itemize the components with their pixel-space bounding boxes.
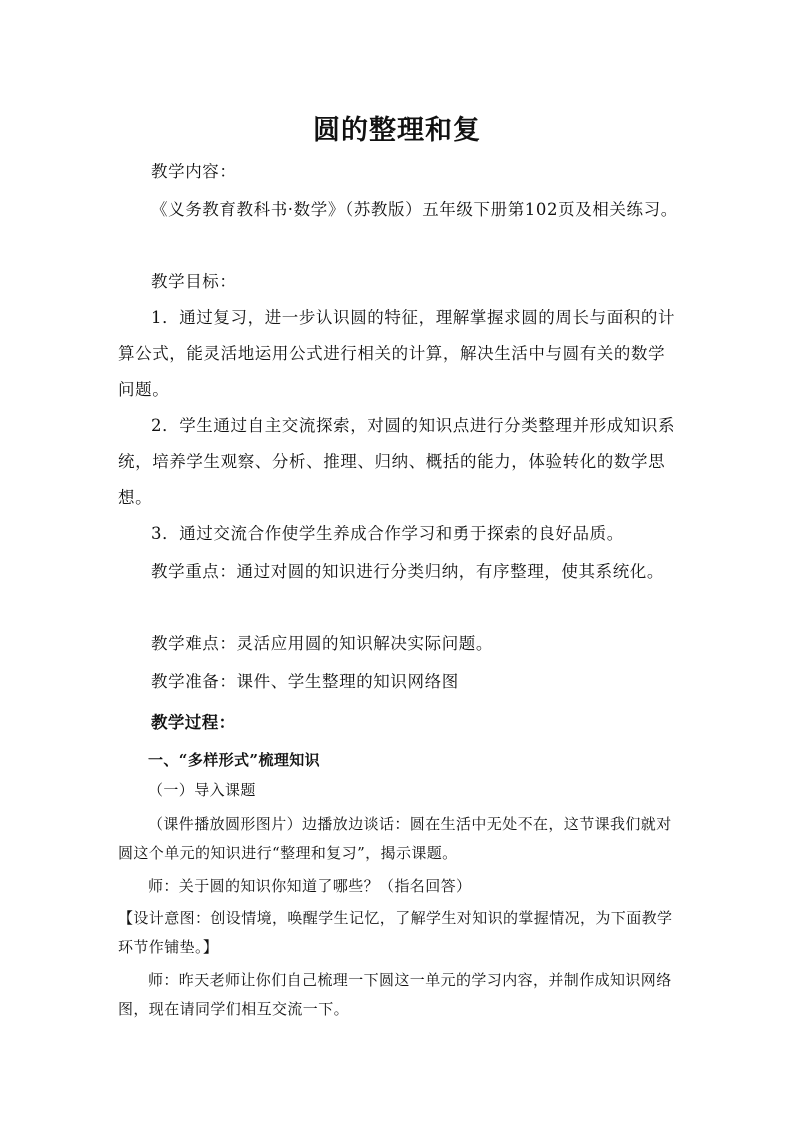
paragraph-teaching-goals-heading: 教学目标： xyxy=(151,272,237,291)
paragraph-teaching-content-heading: 教学内容： xyxy=(151,162,237,181)
section-heading-part-one: 一、“多样形式”梳理知识 xyxy=(148,751,321,769)
paragraph-design-intent: 【设计意图：创设情境，唤醒学生记忆，了解学生对知识的掌握情况，为下面教学环节作铺垫。】 xyxy=(118,909,673,956)
paragraph-teacher-question: 师：关于圆的知识你知道了哪些？（指名回答） xyxy=(148,877,472,895)
document-title: 圆的整理和复 xyxy=(313,115,481,146)
paragraph-difficulty: 教学难点：灵活应用圆的知识解决实际问题。 xyxy=(151,634,493,653)
paragraph-courseware-intro: （课件播放圆形图片）边播放边谈话：圆在生活中无处不在，这节课我们就对圆这个单元的知识进行“整理和复习”，揭示课题。 xyxy=(118,815,672,862)
subsection-heading-introduction: （一）导入课题 xyxy=(148,781,256,799)
paragraph-key-point: 教学重点：通过对圆的知识进行分类归纳，有序整理，使其系统化。 xyxy=(151,562,664,581)
paragraph-knowledge-network: 师：昨天老师让你们自己梳理一下圆这一单元的学习内容，并制作成知识网络图，现在请同学们相互交流一下。 xyxy=(118,971,672,1018)
paragraph-textbook-reference: 《义务教育教科书·数学》（苏教版）五年级下册第102页及相关练习。 xyxy=(151,200,678,219)
section-heading-teaching-process: 教学过程： xyxy=(151,713,236,732)
paragraph-goal-3: 3．通过交流合作使学生养成合作学习和勇于探索的良好品质。 xyxy=(151,524,624,543)
paragraph-preparation: 教学准备：课件、学生整理的知识网络图 xyxy=(151,672,459,691)
paragraph-goal-2: 2．学生通过自主交流探索，对圆的知识点进行分类整理并形成知识系统，培养学生观察、分析、推理、归纳、概括的能力，体验转化的数学思想。 xyxy=(118,416,676,507)
paragraph-goal-1: 1．通过复习，进一步认识圆的特征，理解掌握求圆的周长与面积的计算公式，能灵活地运用公式进行相关的计算，解决生活中与圆有关的数学问题。 xyxy=(118,308,676,399)
